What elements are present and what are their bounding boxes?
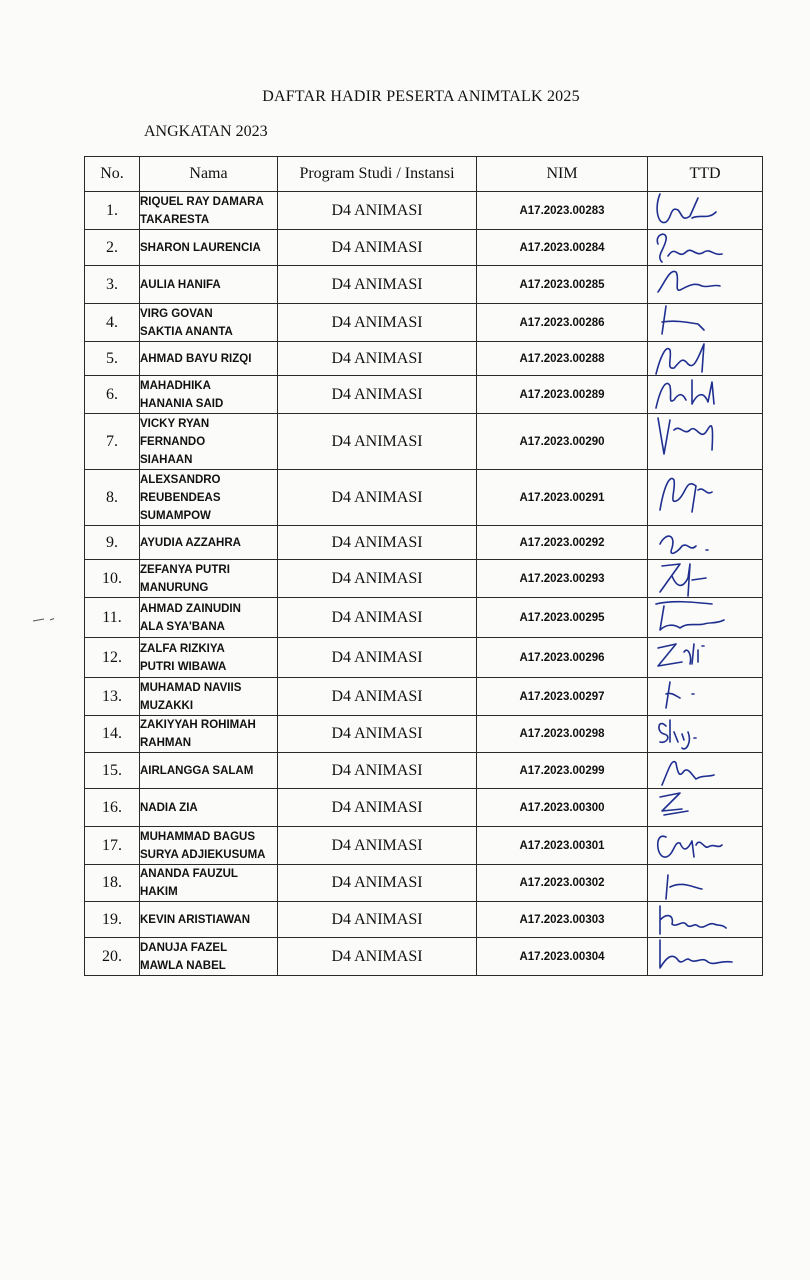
signature-cell <box>648 902 763 938</box>
study-program: D4 ANIMASI <box>278 304 477 342</box>
signature-cell <box>648 230 763 266</box>
participant-name: ZEFANYA PUTRI MANURUNG <box>140 560 278 598</box>
participant-name: ANANDA FAUZUL HAKIM <box>140 865 278 902</box>
row-number: 12. <box>85 638 140 678</box>
participant-name: MUHAMMAD BAGUS SURYA ADJIEKUSUMA <box>140 827 278 865</box>
participant-name: RIQUEL RAY DAMARA TAKARESTA <box>140 192 278 230</box>
participant-name: VIRG GOVAN SAKTIA ANANTA <box>140 304 278 342</box>
study-program: D4 ANIMASI <box>278 192 477 230</box>
student-id: A17.2023.00303 <box>477 902 648 938</box>
student-id: A17.2023.00298 <box>477 716 648 753</box>
student-id: A17.2023.00289 <box>477 376 648 414</box>
row-number: 20. <box>85 938 140 976</box>
study-program: D4 ANIMASI <box>278 753 477 789</box>
table-row <box>85 230 763 266</box>
row-number: 11. <box>85 598 140 638</box>
table-row <box>85 865 763 902</box>
student-id: A17.2023.00302 <box>477 865 648 902</box>
study-program: D4 ANIMASI <box>278 638 477 678</box>
header-ttd: TTD <box>648 157 763 192</box>
study-program: D4 ANIMASI <box>278 716 477 753</box>
row-number: 2. <box>85 230 140 266</box>
handwritten-signature <box>652 934 752 980</box>
student-id: A17.2023.00295 <box>477 598 648 638</box>
row-number: 14. <box>85 716 140 753</box>
table-row <box>85 376 763 414</box>
signature-cell <box>648 192 763 230</box>
document-subtitle: ANGKATAN 2023 <box>144 123 268 140</box>
row-number: 7. <box>85 414 140 470</box>
student-id: A17.2023.00285 <box>477 266 648 304</box>
participant-name: KEVIN ARISTIAWAN <box>140 902 278 938</box>
signature-cell <box>648 716 763 753</box>
study-program: D4 ANIMASI <box>278 470 477 526</box>
table-row <box>85 753 763 789</box>
participant-name: SHARON LAURENCIA <box>140 230 278 266</box>
participant-name: ZAKIYYAH ROHIMAH RAHMAN <box>140 716 278 753</box>
signature-cell <box>648 598 763 638</box>
student-id: A17.2023.00300 <box>477 789 648 827</box>
header-no: No. <box>85 157 140 192</box>
student-id: A17.2023.00299 <box>477 753 648 789</box>
student-id: A17.2023.00304 <box>477 938 648 976</box>
study-program: D4 ANIMASI <box>278 414 477 470</box>
signature-cell <box>648 414 763 470</box>
row-number: 5. <box>85 342 140 376</box>
row-number: 4. <box>85 304 140 342</box>
study-program: D4 ANIMASI <box>278 376 477 414</box>
signature-cell <box>648 560 763 598</box>
signature-cell <box>648 376 763 414</box>
table-row <box>85 560 763 598</box>
student-id: A17.2023.00293 <box>477 560 648 598</box>
row-number: 16. <box>85 789 140 827</box>
study-program: D4 ANIMASI <box>278 598 477 638</box>
header-prodi: Program Studi / Instansi <box>278 157 477 192</box>
signature-cell <box>648 342 763 376</box>
signature-cell <box>648 789 763 827</box>
student-id: A17.2023.00301 <box>477 827 648 865</box>
signature-cell <box>648 865 763 902</box>
table-row <box>85 827 763 865</box>
participant-name: NADIA ZIA <box>140 789 278 827</box>
attendance-table <box>84 156 763 976</box>
table-row <box>85 638 763 678</box>
signature-cell <box>648 753 763 789</box>
table-row <box>85 342 763 376</box>
participant-name: ZALFA RIZKIYA PUTRI WIBAWA <box>140 638 278 678</box>
header-name: Nama <box>140 157 278 192</box>
signature-cell <box>648 678 763 716</box>
participant-name: MAHADHIKA HANANIA SAID <box>140 376 278 414</box>
signature-cell <box>648 304 763 342</box>
header-nim: NIM <box>477 157 648 192</box>
study-program: D4 ANIMASI <box>278 827 477 865</box>
study-program: D4 ANIMASI <box>278 902 477 938</box>
table-row <box>85 598 763 638</box>
table-row <box>85 526 763 560</box>
row-number: 17. <box>85 827 140 865</box>
study-program: D4 ANIMASI <box>278 560 477 598</box>
participant-name: MUHAMAD NAVIIS MUZAKKI <box>140 678 278 716</box>
student-id: A17.2023.00284 <box>477 230 648 266</box>
table-row <box>85 192 763 230</box>
student-id: A17.2023.00296 <box>477 638 648 678</box>
study-program: D4 ANIMASI <box>278 678 477 716</box>
signature-cell <box>648 938 763 976</box>
student-id: A17.2023.00292 <box>477 526 648 560</box>
row-number: 13. <box>85 678 140 716</box>
row-number: 6. <box>85 376 140 414</box>
participant-name: AHMAD ZAINUDIN ALA SYA'BANA <box>140 598 278 638</box>
study-program: D4 ANIMASI <box>278 938 477 976</box>
signature-cell <box>648 638 763 678</box>
study-program: D4 ANIMASI <box>278 526 477 560</box>
row-number: 3. <box>85 266 140 304</box>
stray-pen-mark <box>32 617 62 623</box>
signature-cell <box>648 470 763 526</box>
participant-name: AULIA HANIFA <box>140 266 278 304</box>
document-title: DAFTAR HADIR PESERTA ANIMTALK 2025 <box>262 88 580 105</box>
table-row <box>85 414 763 470</box>
signature-cell <box>648 526 763 560</box>
student-id: A17.2023.00286 <box>477 304 648 342</box>
student-id: A17.2023.00290 <box>477 414 648 470</box>
row-number: 18. <box>85 865 140 902</box>
participant-name: AYUDIA AZZAHRA <box>140 526 278 560</box>
handwritten-signature <box>652 466 752 530</box>
participant-name: DANUJA FAZEL MAWLA NABEL <box>140 938 278 976</box>
signature-cell <box>648 827 763 865</box>
table-row <box>85 938 763 976</box>
student-id: A17.2023.00283 <box>477 192 648 230</box>
student-id: A17.2023.00288 <box>477 342 648 376</box>
row-number: 1. <box>85 192 140 230</box>
study-program: D4 ANIMASI <box>278 342 477 376</box>
table-row <box>85 678 763 716</box>
row-number: 10. <box>85 560 140 598</box>
row-number: 8. <box>85 470 140 526</box>
student-id: A17.2023.00297 <box>477 678 648 716</box>
table-header-row <box>85 157 763 192</box>
table-row <box>85 470 763 526</box>
table-row <box>85 716 763 753</box>
signature-cell <box>648 266 763 304</box>
study-program: D4 ANIMASI <box>278 789 477 827</box>
participant-name: AIRLANGGA SALAM <box>140 753 278 789</box>
table-row <box>85 266 763 304</box>
table-row <box>85 902 763 938</box>
handwritten-signature <box>652 410 752 474</box>
row-number: 9. <box>85 526 140 560</box>
participant-name: ALEXSANDRO REUBENDEAS SUMAMPOW <box>140 470 278 526</box>
table-row <box>85 304 763 342</box>
row-number: 15. <box>85 753 140 789</box>
student-id: A17.2023.00291 <box>477 470 648 526</box>
row-number: 19. <box>85 902 140 938</box>
study-program: D4 ANIMASI <box>278 865 477 902</box>
participant-name: AHMAD BAYU RIZQI <box>140 342 278 376</box>
table-row <box>85 789 763 827</box>
study-program: D4 ANIMASI <box>278 230 477 266</box>
participant-name: VICKY RYAN FERNANDO SIAHAAN <box>140 414 278 470</box>
study-program: D4 ANIMASI <box>278 266 477 304</box>
